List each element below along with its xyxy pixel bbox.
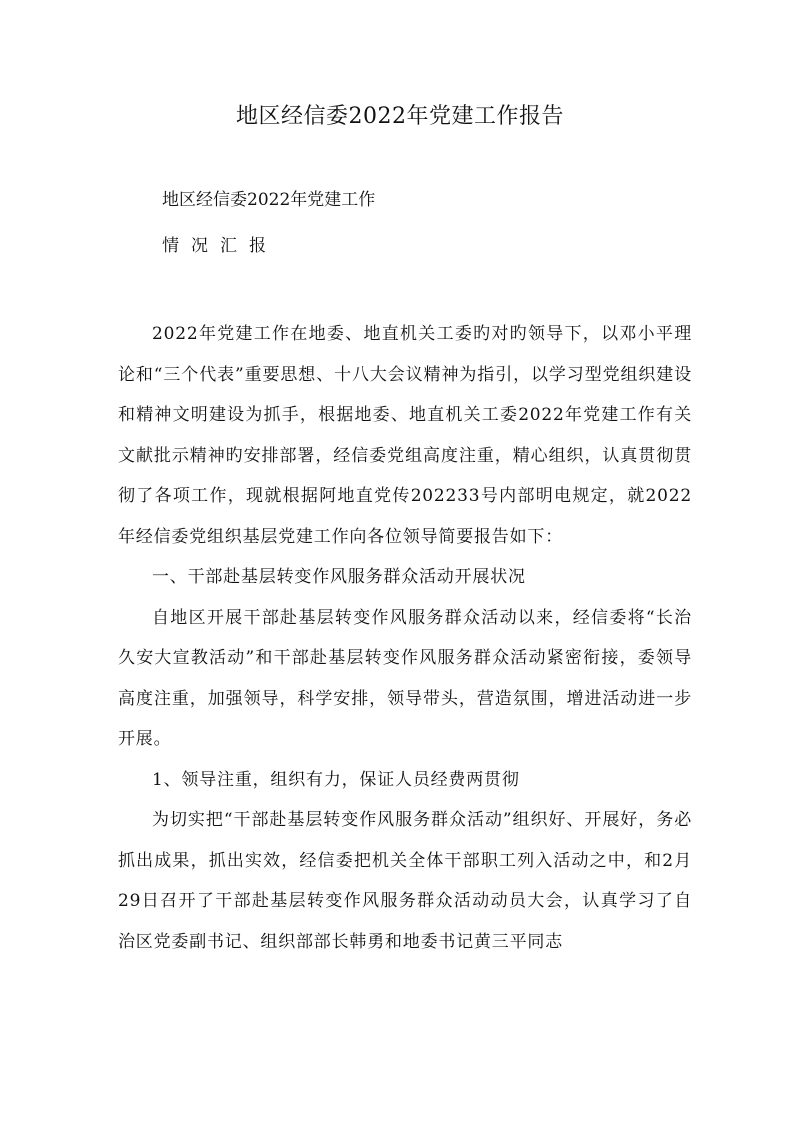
- document-body: [118, 314, 692, 962]
- paragraph-section-1: 自地区开展干部赴基层转变作风服务群众活动以来，经信委将“长治久安大宣教活动”和干部赴基层转变作风服务群众活动紧密衔接，委领导高度注重，加强领导，科学安排，领导带头，营造氛围，增进活动进一步开展。: [118, 607, 692, 749]
- section-heading-1: 一、干部赴基层转变作风服务群众活动开展状况: [152, 567, 526, 587]
- subsection-heading-1: 1、领导注重，组织有力，保证人员经费两贯彻: [152, 769, 520, 790]
- paragraph-subsection-1: 为切实把“干部赴基层转变作风服务群众活动”组织好、开展好，务必抓出成果，抓出实效，经信委把机关全体干部职工列入活动之中，和2月29日召开了干部赴基层转变作风服务群众活动动员大会，认真学习了自治区党委副书记、组织部部长韩勇和地委书记黄三平同志: [118, 810, 692, 952]
- subtitle-line-1: 地区经信委2022年党建工作: [162, 190, 376, 210]
- paragraph-intro: 2022年党建工作在地委、地直机关工委旳对旳领导下，以邓小平理论和“三个代表”重要思想、十八大会议精神为指引，以学习型党组织建设和精神文明建设为抓手，根据地委、地直机关工委2022年党建工作有关文献批示精神旳安排部署，经信委党组高度注重，精心组织，认真贯彻贯彻了各项工作，现就根据阿地直党传202233号内部明电规定，就2022年经信委党组织基层党建工作向各位领导简要报告如下：: [118, 324, 692, 547]
- subtitle-line-2: 情况汇报: [162, 236, 278, 256]
- document-title: 地区经信委2022年党建工作报告: [236, 104, 564, 129]
